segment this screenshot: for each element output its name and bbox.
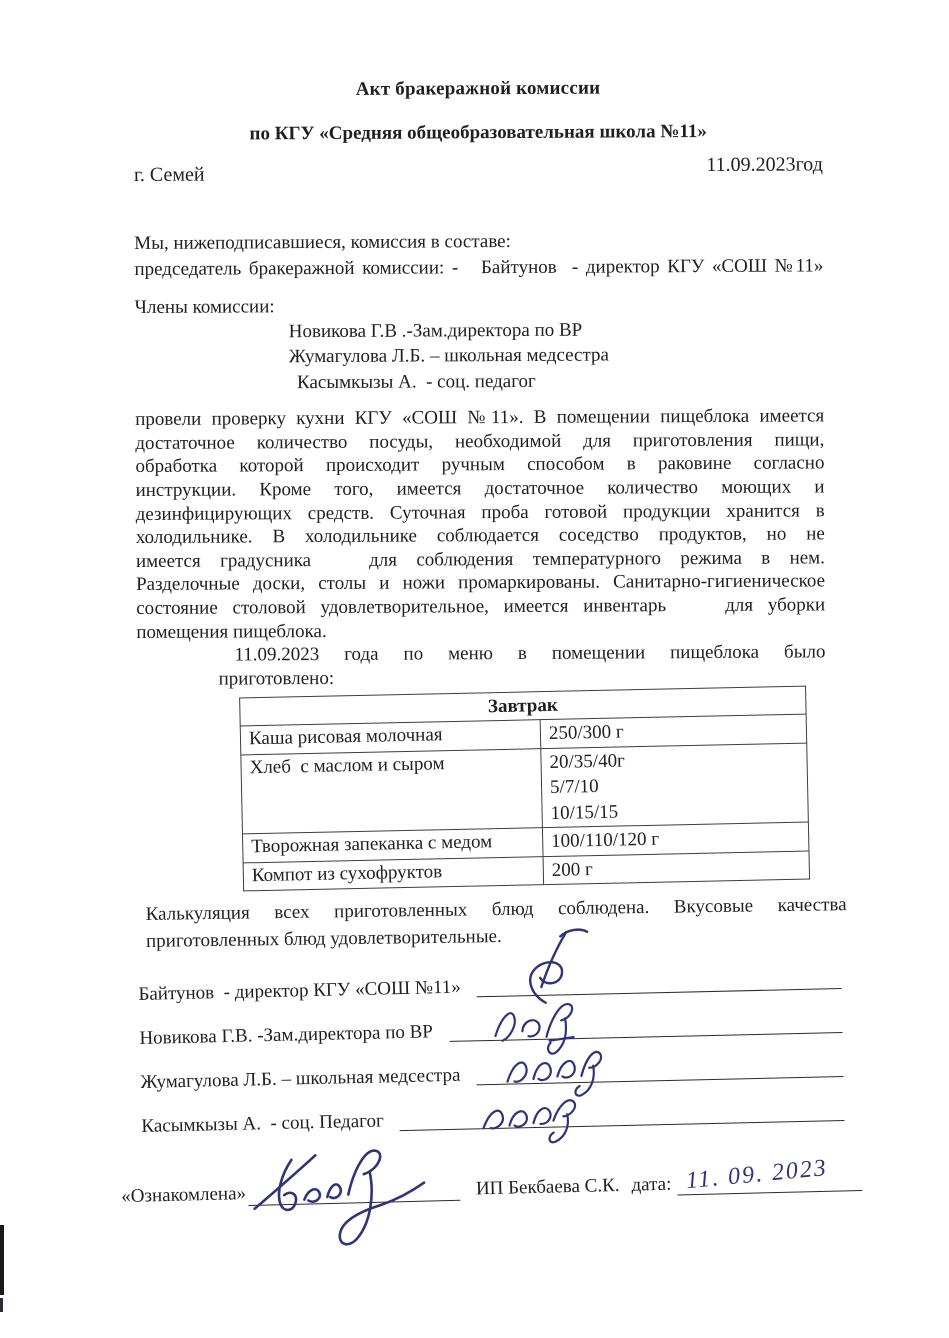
document-content [120, 0, 847, 1209]
body-line: достаточное количество посуды, необходимой для приготовления пищи, [135, 429, 825, 454]
body-line: имеется градусника для соблюдения температурного режима в нем. [135, 547, 825, 572]
conclusion-line: приготовленных блюд удовлетворительные. [145, 925, 502, 952]
dish-cell: Хлеб с маслом и сыром [241, 748, 543, 834]
page-title: Акт бракеражной комиссии [355, 77, 601, 100]
body-line: Разделочные доски, столы и ножи промаркированы. Санитарно-гигиеническое [136, 570, 826, 596]
portion-line: 5/7/10 [549, 775, 599, 798]
body-line: помещения пищеблока. [136, 620, 327, 643]
photo-edge-artifact [0, 1298, 3, 1312]
signature-block [138, 965, 844, 1139]
members-heading: Члены комиссии: [134, 296, 275, 318]
breakfast-menu-table [239, 685, 810, 891]
entity-name: ИП Бекбаева С.К. [475, 1174, 620, 1200]
signature-kasymkyzy [479, 1086, 580, 1146]
body-line: дезинфицирующих средств. Суточная проба готовой продукции хранится в [135, 499, 825, 525]
portion-line: 10/15/15 [550, 800, 619, 824]
dish-cell: Творожная запеканка с медом [242, 827, 542, 862]
signature-bekbaeva [239, 1138, 442, 1263]
signature-label: Касымкызы А. - соц. Педагог [141, 1110, 384, 1137]
dish-cell: Компот из сухофруктов [243, 856, 543, 891]
body-line: провели проверку кухни КГУ «СОШ №11». В помещении пищеблока имеется [135, 405, 825, 431]
conclusion-paragraph [145, 891, 847, 955]
portion-cell [541, 742, 809, 827]
acknowledgement-row [120, 1154, 862, 1209]
member-item: Жумагулова Л.Б. – школьная медсестра [288, 344, 609, 368]
portion-line: 250/300 г [548, 721, 624, 744]
body-line: состояние столовой удовлетворительное, имеется инвентарь для уборки [136, 594, 826, 619]
menu-intro [136, 641, 825, 692]
signature-label: Жумагулова Л.Б. – школьная медсестра [140, 1064, 461, 1093]
intro-line: Мы, нижеподписавшиеся, комиссия в составе: [134, 231, 511, 254]
photo-edge-artifact [0, 1225, 4, 1295]
city-date-row [133, 153, 823, 187]
portion-line: 100/110/120 г [550, 828, 660, 852]
signature-label: Новикова Г.В. -Зам.директора по ВР [139, 1021, 434, 1049]
signature-row [139, 1009, 842, 1051]
page-subtitle: по КГУ «Средняя общеобразовательная школа №11» [249, 120, 707, 145]
table-header-breakfast: Завтрак [240, 686, 806, 726]
signature-row [141, 1097, 844, 1139]
document-date: 11.09.2023год [706, 153, 823, 177]
date-line [677, 1154, 862, 1196]
city-label: г. Семей [133, 163, 205, 186]
body-line: холодильнике. В холодильнике соблюдается соседство продуктов, но не [135, 523, 825, 549]
acknowledged-label: «Ознакомлена» [120, 1182, 247, 1207]
member-item: Касымкызы А. - соц. педагог [296, 370, 536, 393]
menu-line: приготовлено: [218, 667, 335, 690]
body-paragraph [135, 405, 825, 645]
portion-cell [543, 850, 810, 884]
table-row [241, 742, 809, 833]
date-label: дата: [631, 1173, 672, 1196]
portion-line: 200 г [551, 858, 594, 881]
portion-line: 20/35/40г [549, 749, 626, 773]
signature-label: Байтунов - директор КГУ «СОШ №11» [138, 976, 462, 1005]
handwritten-date: 11. 09. 2023 [685, 1154, 830, 1194]
intro-line: председатель бракеражной комиссии: - Байтунов - директор КГУ «СОШ №11» [134, 255, 824, 280]
member-item: Новикова Г.В .-Зам.директора по ВР [288, 319, 583, 343]
dish-cell: Каша рисовая молочная [240, 719, 540, 754]
signature-line [449, 1010, 843, 1042]
acknowledged-signature-line [248, 1178, 460, 1206]
members-list [135, 316, 824, 396]
conclusion-line: Калькуляция всех приготовленных блюд соблюдена. Вкусовые качества [145, 893, 847, 925]
signature-line [476, 1054, 843, 1085]
body-line: обработка которой происходит ручным способом в раковине согласно [135, 452, 825, 478]
signature-line [399, 1098, 844, 1131]
intro-paragraph [134, 227, 823, 283]
menu-line: 11.09.2023 года по меню в помещении пищеблока было [234, 641, 826, 666]
body-line: инструкции. Кроме того, имеется достаточное количество моющих и [135, 476, 825, 501]
